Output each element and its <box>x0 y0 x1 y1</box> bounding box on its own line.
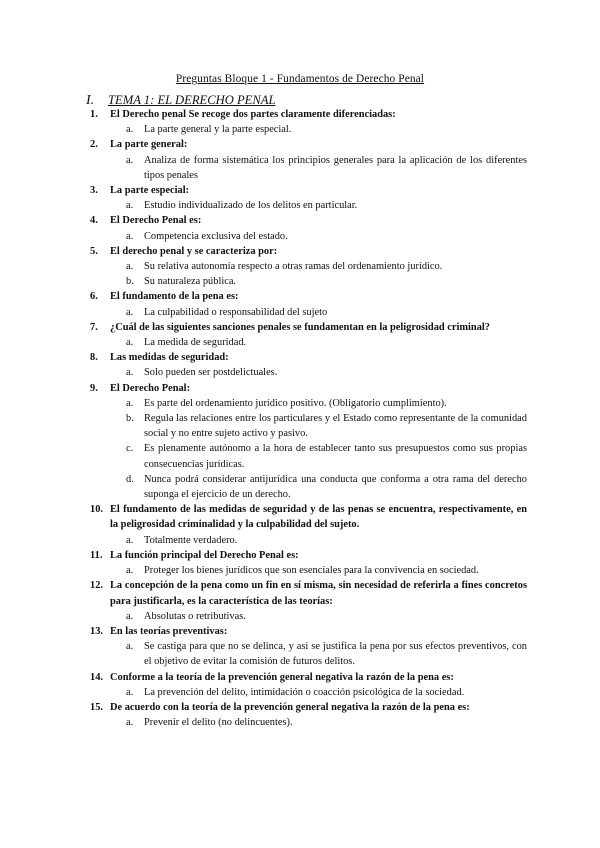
answer-text: Prevenir el delito (no delincuentes). <box>144 717 293 729</box>
answer-letter: a. <box>126 565 134 577</box>
question-text: La concepción de la pena como un fin en sí misma, sin necesidad de referirla a fines concretos para justificarla, es la característica de las teorías: <box>110 580 527 607</box>
question-text: El derecho penal y se caracteriza por: <box>110 245 278 257</box>
question-6 <box>90 289 527 304</box>
question-number: 2. <box>90 139 98 151</box>
section-title: TEMA 1: EL DERECHO PENAL <box>108 93 276 107</box>
question-text: El Derecho Penal es: <box>110 215 202 227</box>
question-number: 4. <box>90 215 98 227</box>
question-number: 8. <box>90 352 98 364</box>
answer-letter: b. <box>126 276 134 288</box>
question-number: 11. <box>90 549 103 561</box>
question-5 <box>90 244 527 259</box>
answer-text: Regula las relaciones entre los particulares y el Estado como representante de la comunidad social y no entre sujeto activo y pasivo. <box>144 413 527 440</box>
answer-letter: a. <box>126 154 134 166</box>
answer-text: La parte general y la parte especial. <box>144 124 292 136</box>
answer-letter: a. <box>126 367 134 379</box>
answer-letter: d. <box>126 473 134 485</box>
question-11 <box>90 548 527 563</box>
answer-item <box>90 305 527 320</box>
answer-text: Competencia exclusiva del estado. <box>144 230 288 242</box>
answer-text: Absolutas o retributivas. <box>144 610 246 622</box>
question-text: El Derecho penal Se recoge dos partes claramente diferenciadas: <box>110 109 396 120</box>
question-1 <box>90 107 527 122</box>
question-text: ¿Cuál de las siguientes sanciones penales se fundamentan en la peligrosidad criminal? <box>110 321 490 333</box>
answer-item <box>90 411 527 441</box>
answer-letter: a. <box>126 124 134 136</box>
answer-text: Su relativa autonomía respecto a otras ramas del ordenamiento jurídico. <box>144 261 443 273</box>
answer-letter: a. <box>126 337 134 349</box>
answer-item <box>90 229 527 244</box>
question-7 <box>90 320 527 335</box>
answer-letter: a. <box>126 610 134 622</box>
question-text: La parte especial: <box>110 185 190 197</box>
answer-text: La culpabilidad o responsabilidad del sujeto <box>144 306 328 318</box>
question-number: 5. <box>90 245 98 257</box>
question-text: La función principal del Derecho Penal es: <box>110 549 299 561</box>
question-14 <box>90 670 527 685</box>
answer-item <box>90 533 527 548</box>
answer-item <box>90 609 527 624</box>
answer-item <box>90 122 527 137</box>
question-13 <box>90 624 527 639</box>
question-text: Las medidas de seguridad: <box>110 352 229 364</box>
answer-item <box>90 335 527 350</box>
answer-letter: a. <box>126 230 134 242</box>
answer-text: Solo pueden ser postdelictuales. <box>144 367 278 379</box>
question-number: 1. <box>90 109 98 120</box>
question-number: 9. <box>90 382 98 394</box>
answer-text: Totalmente verdadero. <box>144 534 238 546</box>
question-text: El fundamento de las medidas de seguridad y de las penas se encuentra, respectivamente, en la peligrosidad criminalidad y la culpabilidad del sujeto. <box>110 504 527 531</box>
question-text: El fundamento de la pena es: <box>110 291 239 303</box>
question-text: El Derecho Penal: <box>110 382 191 394</box>
question-text: En las teorías preventivas: <box>110 625 228 637</box>
question-list <box>90 107 527 730</box>
answer-text: Nunca podrá considerar antijurídica una conducta que conforma a otra rama del derecho suponga el ejercicio de un derecho. <box>144 473 527 501</box>
answer-item <box>90 198 527 213</box>
answer-letter: a. <box>126 397 134 409</box>
answer-item <box>90 259 527 274</box>
answer-item <box>90 472 527 502</box>
question-2 <box>90 137 527 152</box>
question-number: 12. <box>90 580 103 592</box>
question-12 <box>90 578 527 608</box>
answer-text: La medida de seguridad. <box>144 337 247 349</box>
answer-text: Es plenamente autónomo a la hora de establecer tanto sus presupuestos como sus propias consecuencias jurídicas. <box>144 443 527 470</box>
question-15 <box>90 700 527 715</box>
question-text: La parte general: <box>110 139 188 151</box>
answer-letter: b. <box>126 413 134 425</box>
answer-text: Se castiga para que no se delinca, y así se justifica la pena por sus efectos preventivos, con el objetivo de evitar la comisión de futuros delitos. <box>144 641 527 668</box>
question-3 <box>90 183 527 198</box>
answer-letter: a. <box>126 306 134 318</box>
answer-text: Es parte del ordenamiento jurídico positivo. (Obligatorio cumplimiento). <box>144 397 447 409</box>
section-number: I. <box>86 93 95 108</box>
answer-letter: a. <box>126 200 134 212</box>
answer-item <box>90 365 527 380</box>
answer-text: Analiza de forma sistemática los principios generales para la aplicación de los diferentes tipos penales <box>144 154 527 181</box>
answer-item <box>90 153 527 183</box>
question-text: De acuerdo con la teoría de la prevención general negativa la razón de la pena es: <box>110 701 470 713</box>
answer-text: Estudio individualizado de los delitos en particular. <box>144 200 358 212</box>
question-number: 6. <box>90 291 98 303</box>
answer-item <box>90 563 527 578</box>
question-4 <box>90 213 527 228</box>
answer-item <box>90 441 527 471</box>
answer-item <box>90 639 527 669</box>
answer-letter: a. <box>126 261 134 273</box>
question-text: Conforme a la teoría de la prevención general negativa la razón de la pena es: <box>110 671 454 683</box>
answer-text: Proteger los bienes jurídicos que son esenciales para la convivencia en sociedad. <box>144 565 479 577</box>
answer-letter: a. <box>126 686 134 698</box>
question-number: 15. <box>90 701 103 713</box>
question-number: 7. <box>90 321 98 333</box>
question-10 <box>90 502 527 532</box>
question-number: 13. <box>90 625 103 637</box>
question-number: 14. <box>90 671 103 683</box>
document-title: Preguntas Bloque 1 - Fundamentos de Derecho Penal <box>175 73 425 85</box>
answer-item <box>90 396 527 411</box>
answer-letter: a. <box>126 534 134 546</box>
question-number: 10. <box>90 504 103 516</box>
question-number: 3. <box>90 185 98 197</box>
answer-letter: c. <box>126 443 134 455</box>
answer-item <box>90 274 527 289</box>
question-9 <box>90 381 527 396</box>
answer-item <box>90 715 527 730</box>
answer-letter: a. <box>126 717 134 729</box>
answer-text: Su naturaleza pública. <box>144 276 237 288</box>
answer-letter: a. <box>126 641 134 653</box>
question-8 <box>90 350 527 365</box>
answer-item <box>90 685 527 700</box>
answer-text: La prevención del delito, intimidación o coacción psicológica de la sociedad. <box>144 686 465 698</box>
